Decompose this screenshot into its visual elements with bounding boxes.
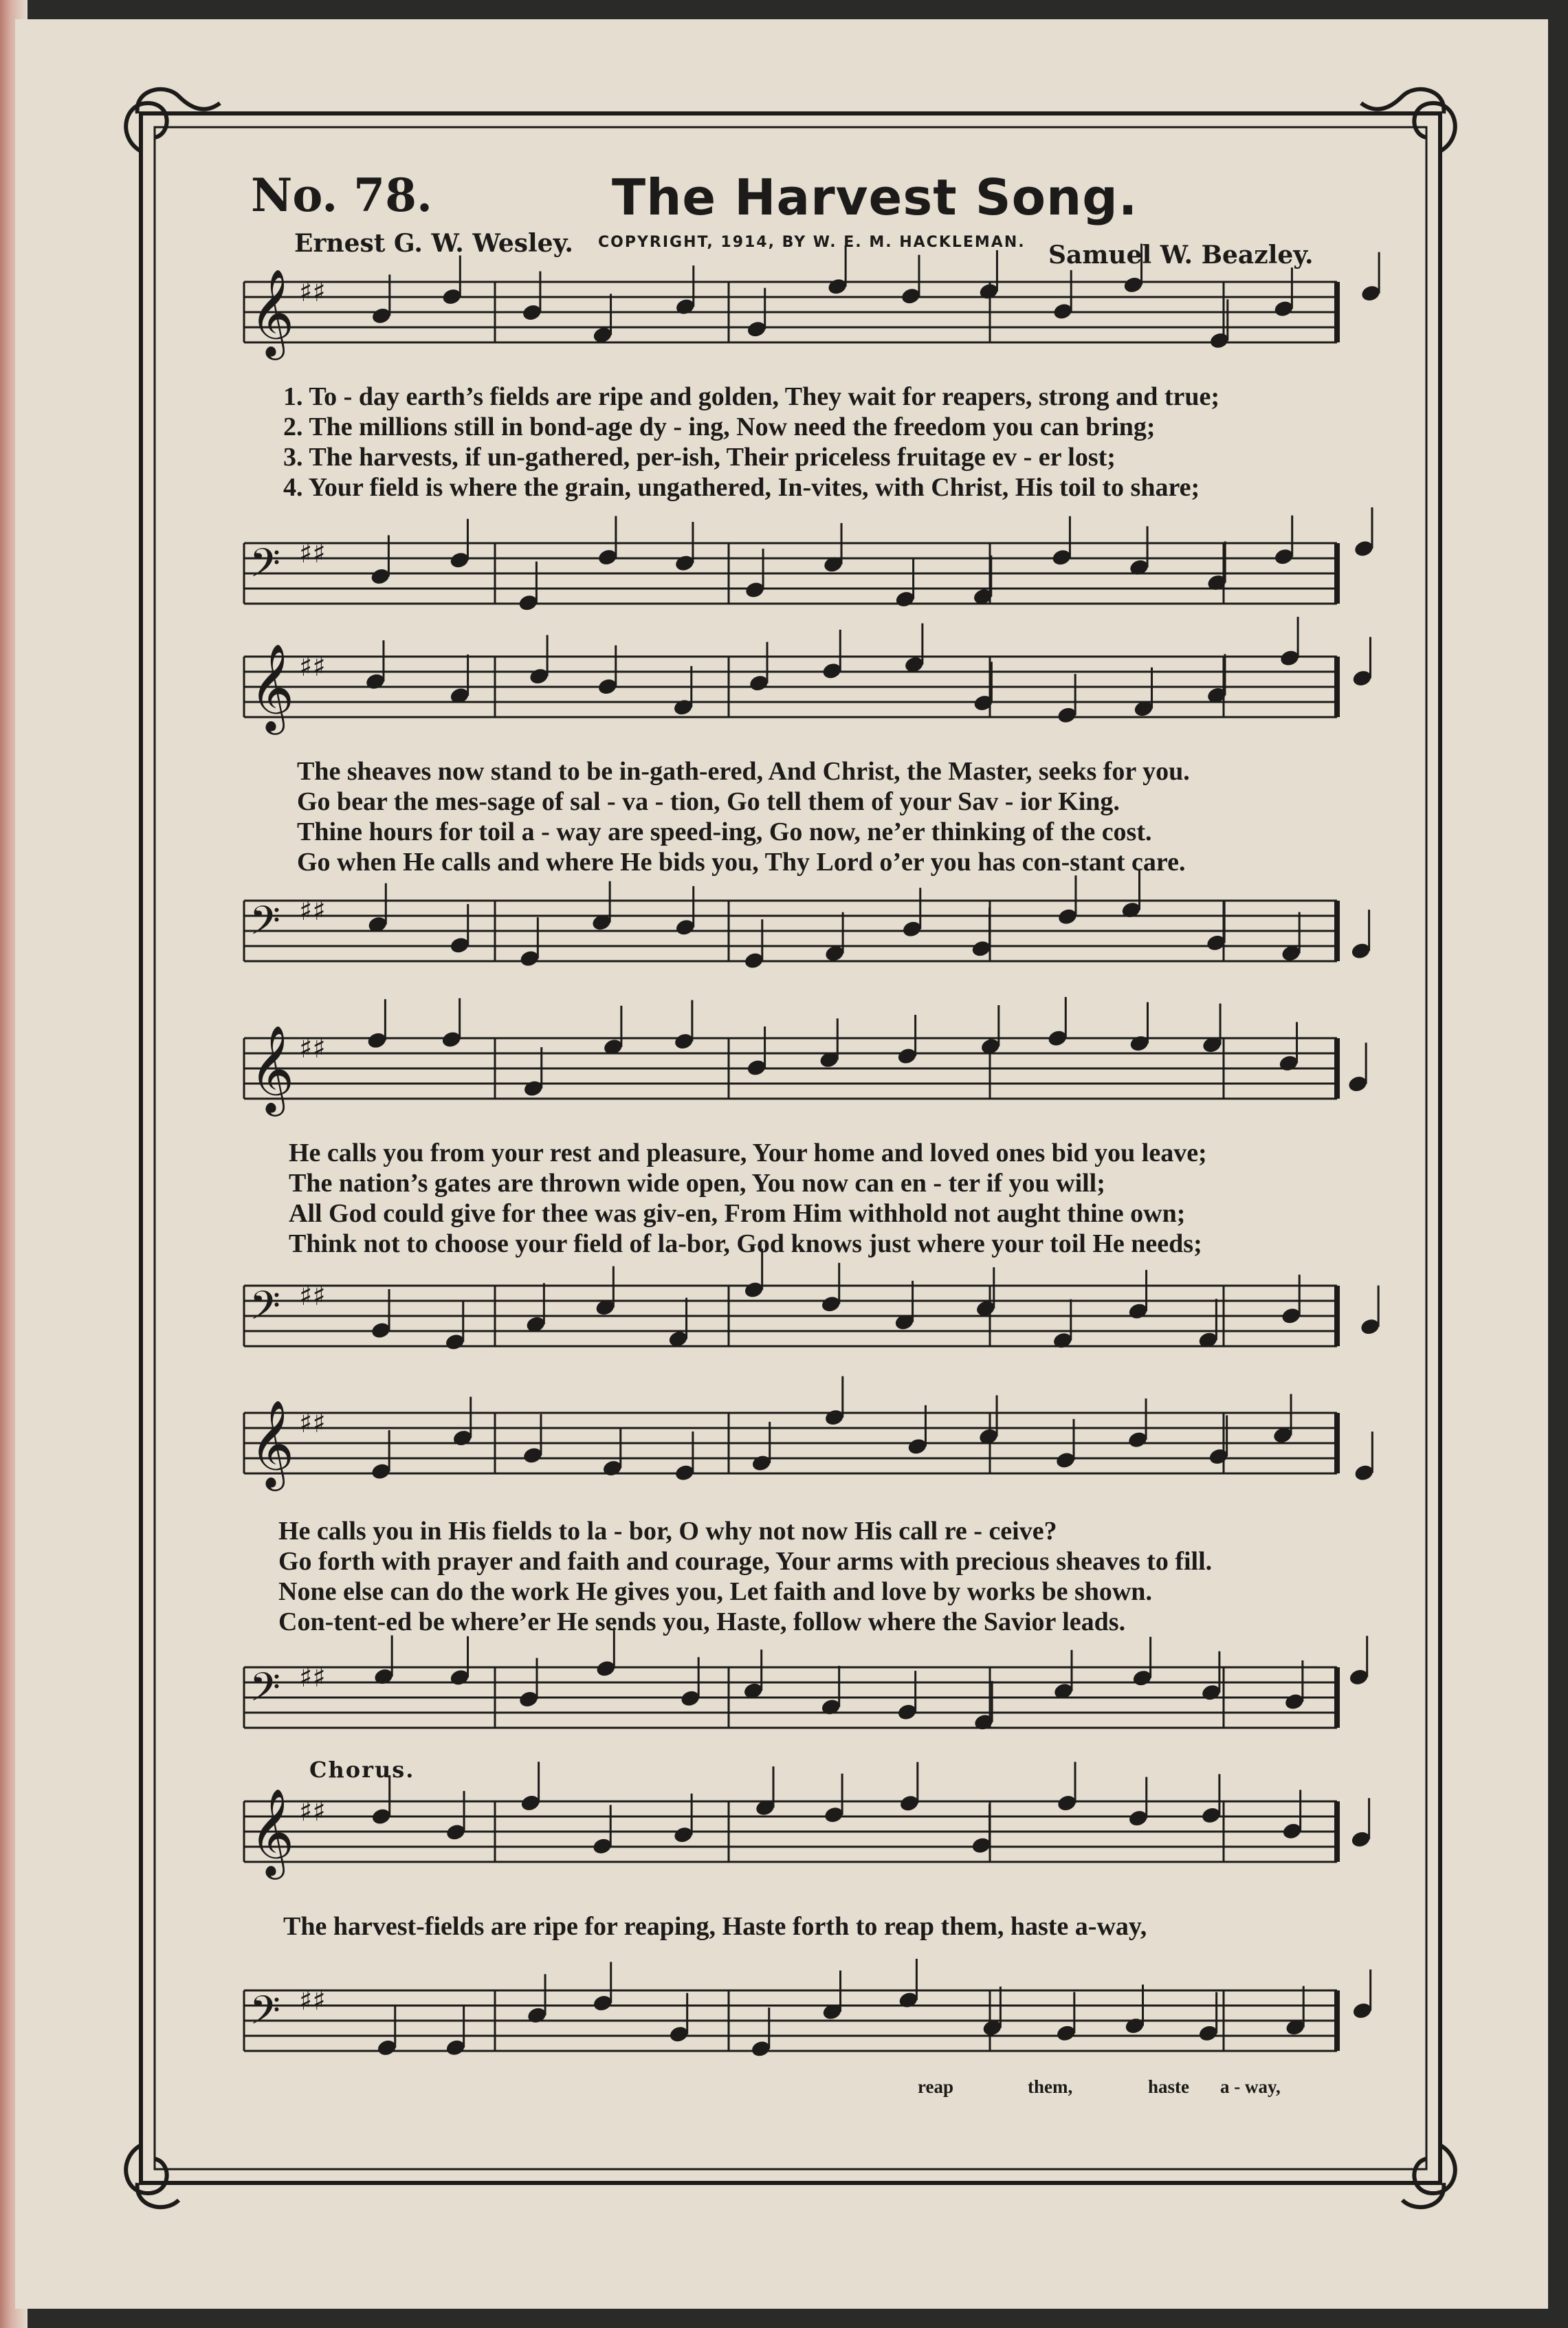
- treble-clef-icon: 𝄞: [250, 1024, 295, 1112]
- key-signature-icon: ♯♯: [299, 1033, 326, 1064]
- key-signature-icon: ♯♯: [299, 651, 326, 683]
- key-signature-icon: ♯♯: [299, 1662, 326, 1693]
- verse-line: Think not to choose your field of la-bor, God knows just where your toil He needs;: [289, 1229, 1202, 1258]
- key-signature-icon: ♯♯: [299, 1985, 326, 2017]
- bass-clef-icon: 𝄢: [250, 897, 281, 954]
- key-signature-icon: ♯♯: [299, 276, 326, 308]
- verse-line: He calls you from your rest and pleasure, Your home and loved ones bid you leave;: [289, 1139, 1207, 1167]
- verse-line: 4. Your field is where the grain, ungathered, In-vites, with Christ, His toil to share;: [283, 473, 1200, 502]
- verse-line: 2. The millions still in bond-age dy - ing, Now need the freedom you can bring;: [283, 413, 1156, 441]
- key-signature-icon: ♯♯: [299, 1796, 326, 1827]
- chorus-lyrics: [283, 1911, 1147, 1942]
- key-signature-icon: ♯♯: [299, 895, 326, 927]
- system-3-lyrics: [289, 1138, 1207, 1259]
- bass-clef-icon: 𝄢: [250, 1664, 281, 1720]
- treble-clef-icon: 𝄞: [250, 268, 295, 356]
- chorus-label: Chorus.: [309, 1757, 415, 1783]
- key-signature-icon: ♯♯: [299, 1280, 326, 1312]
- verse-line: Go when He calls and where He bids you, Thy Lord o’er you has con-stant care.: [297, 848, 1186, 877]
- bass-word: reap: [918, 2076, 953, 2097]
- copyright-notice: COPYRIGHT, 1914, BY W. E. M. HACKLEMAN.: [598, 234, 1026, 251]
- bass-word: a - way,: [1220, 2076, 1281, 2097]
- key-signature-icon: ♯♯: [299, 1407, 326, 1439]
- verse-line: He calls you in His fields to la - bor, O why not now His call re - ceive?: [278, 1517, 1057, 1546]
- treble-clef-icon: 𝄞: [250, 1788, 295, 1876]
- hymn-title: The Harvest Song.: [612, 168, 1138, 226]
- verse-line: The nation’s gates are thrown wide open, You now can en - ter if you will;: [289, 1169, 1105, 1198]
- lyricist: Ernest G. W. Wesley.: [294, 229, 573, 258]
- verse-line: 3. The harvests, if un-gathered, per-ish, Their priceless fruitage ev - er lost;: [283, 443, 1116, 472]
- verse-line: The sheaves now stand to be in-gath-ered, And Christ, the Master, seeks for you.: [297, 757, 1190, 786]
- system-2-lyrics: [297, 756, 1190, 877]
- bass-word: them,: [1028, 2076, 1073, 2097]
- hymn-number: No. 78.: [251, 168, 432, 222]
- bass-clef-icon: 𝄢: [250, 540, 281, 596]
- verse-line: The harvest-fields are ripe for reaping, Haste forth to reap them, haste a-way,: [283, 1912, 1147, 1941]
- verse-line: Thine hours for toil a - way are speed-ing, Go now, ne’er thinking of the cost.: [297, 817, 1152, 846]
- system-1-lyrics: [283, 382, 1219, 503]
- system-4-lyrics: [278, 1516, 1212, 1637]
- bass-clef-icon: 𝄢: [250, 1282, 281, 1339]
- verse-line: Con-tent-ed be where’er He sends you, Haste, follow where the Savior leads.: [278, 1607, 1126, 1636]
- verse-line: Go bear the mes-sage of sal - va - tion, Go tell them of your Sav - ior King.: [297, 787, 1120, 816]
- verse-line: All God could give for thee was giv-en, From Him withhold not aught thine own;: [289, 1199, 1186, 1228]
- treble-clef-icon: 𝄞: [250, 1399, 295, 1487]
- bass-clef-icon: 𝄢: [250, 1987, 281, 2043]
- treble-clef-icon: 𝄞: [250, 643, 295, 731]
- bass-word: haste: [1148, 2076, 1189, 2097]
- key-signature-icon: ♯♯: [299, 538, 326, 569]
- verse-line: 1. To - day earth’s fields are ripe and golden, They wait for reapers, strong and true;: [283, 382, 1220, 411]
- composer: Samuel W. Beazley.: [1048, 241, 1314, 270]
- verse-line: None else can do the work He gives you, Let faith and love by works be shown.: [278, 1577, 1152, 1606]
- verse-line: Go forth with prayer and faith and courage, Your arms with precious sheaves to fill.: [278, 1547, 1213, 1576]
